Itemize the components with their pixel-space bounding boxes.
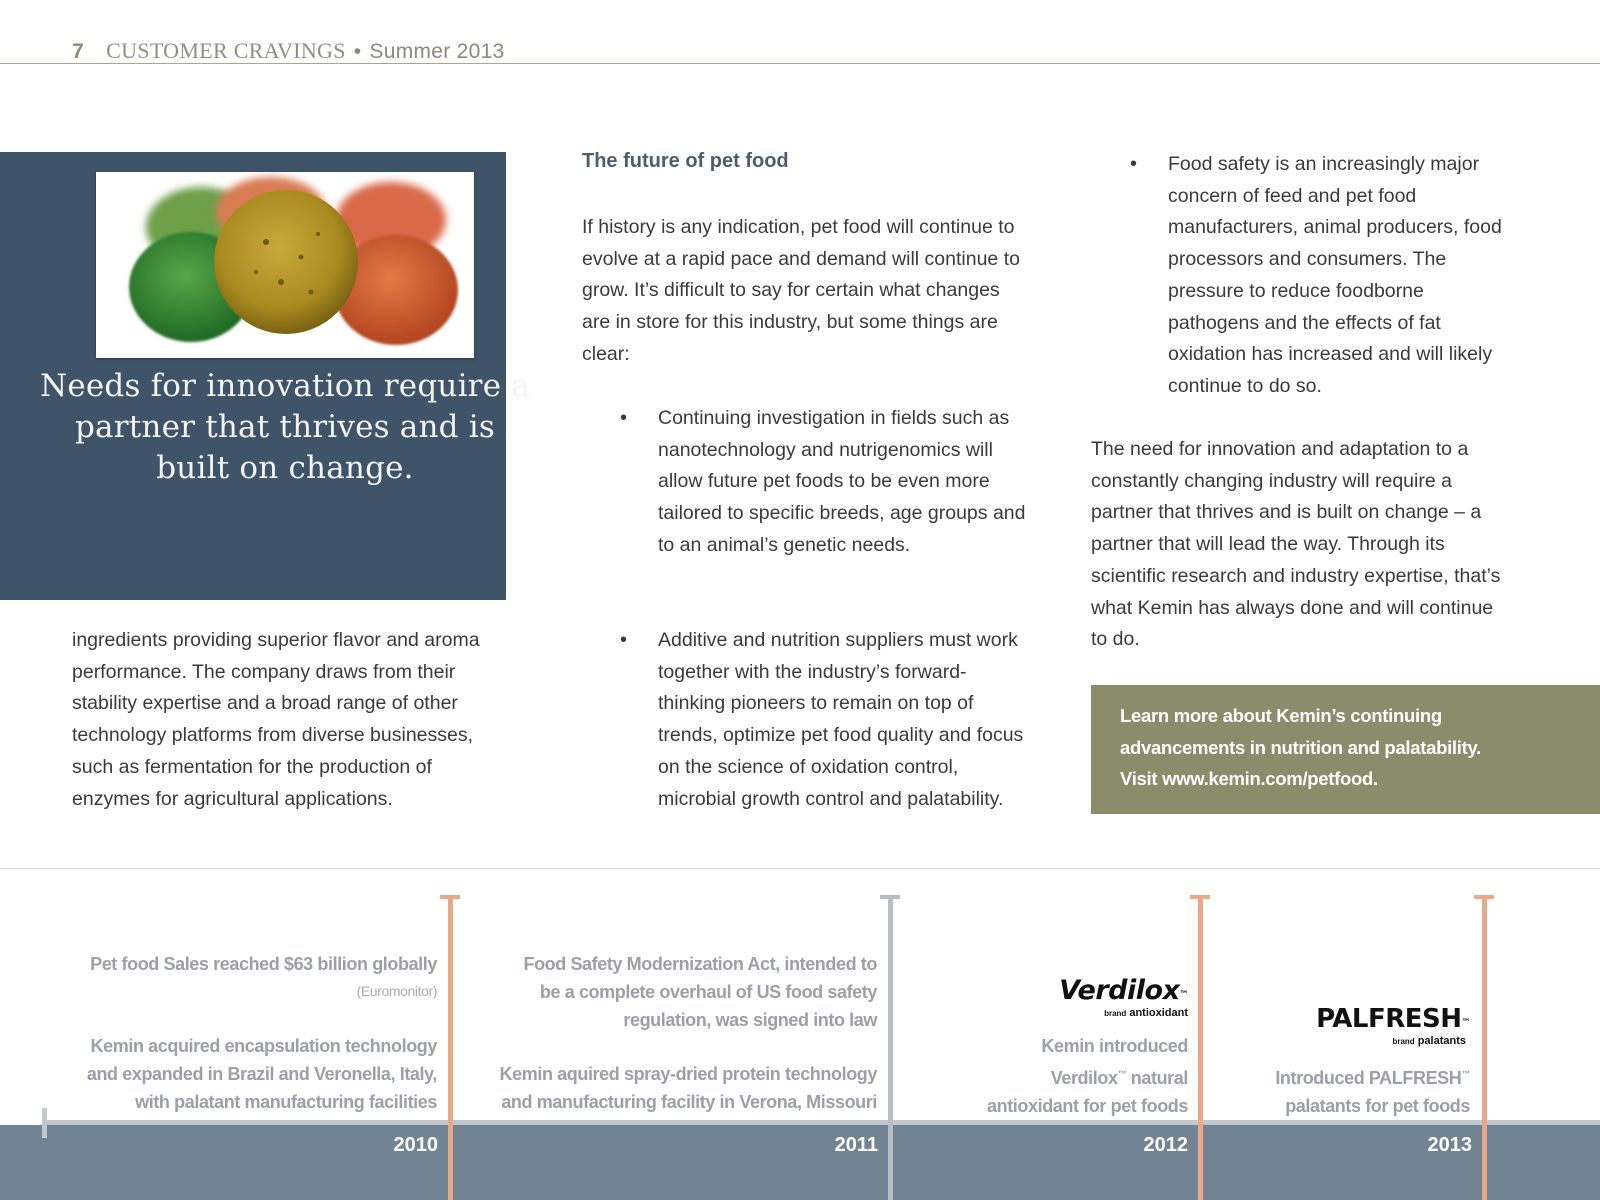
column1-paragraph: ingredients providing superior flavor and aroma performance. The company draws from their stability expertise and a broad range of other technology platforms from diverse businesses, such as fermentation for the production of enzymes for agricultural applications. <box>72 629 480 810</box>
event-line: and expanded in Brazil and Veronella, Italy, <box>86 1064 437 1084</box>
event-line: Kemin acquired encapsulation technology <box>90 1036 437 1056</box>
event-line: Kemin introduced <box>1041 1036 1188 1056</box>
timeline-stem-2011 <box>888 896 893 1200</box>
column2-intro: If history is any indication, pet food will continue to evolve at a rapid pace and demand will continue to grow. It’s difficult to say for certain what changes are in store for this industry, but some things are clear: <box>582 216 1020 365</box>
year-label-2010: 2010 <box>393 1134 438 1156</box>
timeline-event-2011-fsma <box>437 950 877 1034</box>
list-item-text: Food safety is an increasingly major concern of feed and pet food manufacturers, animal producers, food processors and consumers. The pressure to reduce foodborne pathogens and the effects of fat oxidation has increased and will likely continue to do so. <box>1168 153 1502 397</box>
bullet-marker: • <box>620 629 628 651</box>
timeline-stem-2010 <box>448 896 453 1200</box>
event-line: be a complete overhaul of US food safety <box>539 982 877 1002</box>
cta-line: advancements in nutrition and palatability. <box>1120 736 1481 758</box>
section-heading: The future of pet food <box>582 150 789 172</box>
logo-name: PALFRESH <box>1316 1004 1462 1034</box>
palfresh-logo: PALFRESH™ brand palatants <box>1316 1004 1470 1047</box>
header-separator: • <box>353 40 362 63</box>
timeline-event-2010-sales <box>0 950 437 1004</box>
event-line: regulation, was signed into law <box>623 1010 877 1030</box>
call-to-action-text <box>1120 700 1560 795</box>
timeline-event-2010-kemin <box>0 1032 437 1116</box>
pet-food-kibble-photo <box>96 172 474 358</box>
timeline-cap-2010 <box>440 895 460 899</box>
header-rule <box>0 63 1600 64</box>
event-line: and manufacturing facility in Verona, Missouri <box>501 1092 877 1112</box>
timeline-event-2011-kemin <box>437 1060 877 1116</box>
list-item-text: Additive and nutrition suppliers must work together with the industry’s forward-thinking pioneers to remain on top of trends, optimize pet food quality and focus on the science of oxidation control, microbial growth control and palatability. <box>658 629 1024 810</box>
kibble-yellow <box>214 190 358 334</box>
verdilox-logo: Verdilox™ brand antioxidant <box>1059 975 1188 1019</box>
event-line: Verdilox™ natural <box>1050 1068 1188 1088</box>
event-line: palatants for pet foods <box>1285 1096 1470 1116</box>
event-line: antioxidant for pet foods <box>987 1096 1188 1116</box>
timeline-stem-2013 <box>1482 896 1487 1200</box>
timeline-cap-2011 <box>880 895 900 899</box>
cta-line: Learn more about Kemin’s continuing <box>1120 705 1442 726</box>
timeline-cap-2012 <box>1190 895 1210 899</box>
event-line: Introduced PALFRESH™ <box>1275 1068 1470 1088</box>
event-line: Kemin aquired spray-dried protein technology <box>499 1064 877 1084</box>
year-label-2011: 2011 <box>834 1134 878 1156</box>
magazine-title: CUSTOMER CRAVINGS <box>106 38 346 63</box>
issue-label: Summer 2013 <box>369 40 505 63</box>
cta-link[interactable]: Visit www.kemin.com/petfood. <box>1120 768 1378 789</box>
year-label-2013: 2013 <box>1427 1134 1472 1156</box>
running-header <box>72 38 505 64</box>
year-label-2012: 2012 <box>1143 1134 1188 1156</box>
timeline-cap-2013 <box>1474 895 1494 899</box>
event-text: Pet food Sales reached $63 billion globally <box>90 954 437 974</box>
event-line: with palatant manufacturing facilities <box>135 1092 437 1112</box>
timeline-event-2013 <box>1210 1060 1470 1120</box>
page-number: 7 <box>72 40 84 63</box>
pull-quote: Needs for innovation require a partner that thrives and is built on change. <box>40 368 530 486</box>
timeline-stem-2012 <box>1198 896 1203 1200</box>
section-divider <box>0 868 1600 869</box>
kibble-illustration <box>96 172 474 358</box>
bullet-marker: • <box>1130 153 1138 175</box>
column3-paragraph: The need for innovation and adaptation to a constantly changing industry will require a partner that thrives and is built on change – a partner that will lead the way. Through its scientific research and industry expertise, that’s what Kemin has always done and will continue to do. <box>1091 438 1501 651</box>
timeline-event-2012 <box>928 1032 1188 1120</box>
bullet-marker: • <box>620 407 628 429</box>
timeline-axis <box>44 1120 1600 1125</box>
event-line: Food Safety Modernization Act, intended to <box>523 954 877 974</box>
event-source: (Euromonitor) <box>356 983 437 999</box>
list-item-text: Continuing investigation in fields such as nanotechnology and nutrigenomics will allow future pet foods to be even more tailored to specific breeds, age groups and to an animal’s genetic needs. <box>658 407 1026 556</box>
logo-name: Verdilox <box>1059 975 1180 1006</box>
